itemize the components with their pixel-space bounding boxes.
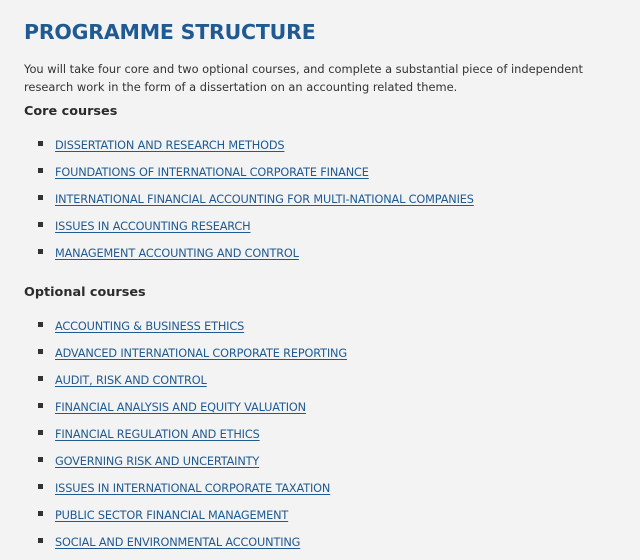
bullet-icon [38,457,43,462]
core-course-link[interactable]: MANAGEMENT ACCOUNTING AND CONTROL [55,247,299,260]
bullet-icon [38,195,43,200]
list-item [24,315,347,342]
optional-course-link[interactable]: ADVANCED INTERNATIONAL CORPORATE REPORTING [55,347,347,360]
list-item [24,342,347,369]
bullet-icon [38,376,43,381]
optional-course-link[interactable]: FINANCIAL REGULATION AND ETHICS [55,428,260,441]
list-item [24,450,347,477]
optional-course-link[interactable]: AUDIT, RISK AND CONTROL [55,374,207,387]
core-course-link[interactable]: ISSUES IN ACCOUNTING RESEARCH [55,220,251,233]
core-course-link[interactable]: INTERNATIONAL FINANCIAL ACCOUNTING FOR MULTI-NATIONAL COMPANIES [55,193,474,206]
optional-course-link[interactable]: ACCOUNTING & BUSINESS ETHICS [55,320,245,333]
optional-courses-heading: Optional courses [24,285,146,300]
bullet-icon [38,430,43,435]
intro-paragraph: You will take four core and two optional courses, and complete a substantial piece of independent research work in the form of a dissertation on an accounting related theme. [24,62,583,94]
core-course-link[interactable]: FOUNDATIONS OF INTERNATIONAL CORPORATE FINANCE [55,166,369,179]
bullet-icon [38,484,43,489]
list-item [24,161,474,188]
list-item [24,504,347,531]
list-item [24,188,474,215]
list-item [24,423,347,450]
list-item [24,477,347,504]
core-courses-heading: Core courses [24,104,118,119]
core-courses-list [24,134,474,269]
bullet-icon [38,403,43,408]
list-item [24,242,474,269]
bullet-icon [38,511,43,516]
bullet-icon [38,249,43,254]
page-title: PROGRAMME STRUCTURE [24,20,316,44]
optional-course-link[interactable]: SOCIAL AND ENVIRONMENTAL ACCOUNTING [55,536,301,549]
bullet-icon [38,322,43,327]
bullet-icon [38,538,43,543]
list-item [24,134,474,161]
optional-course-link[interactable]: ISSUES IN INTERNATIONAL CORPORATE TAXATION [55,482,331,495]
core-course-link[interactable]: DISSERTATION AND RESEARCH METHODS [55,139,285,152]
list-item [24,396,347,423]
bullet-icon [38,141,43,146]
bullet-icon [38,349,43,354]
bullet-icon [38,222,43,227]
optional-courses-list [24,315,347,558]
list-item [24,531,347,558]
list-item [24,215,474,242]
bullet-icon [38,168,43,173]
optional-course-link[interactable]: FINANCIAL ANALYSIS AND EQUITY VALUATION [55,401,306,414]
optional-course-link[interactable]: PUBLIC SECTOR FINANCIAL MANAGEMENT [55,509,289,522]
list-item [24,369,347,396]
optional-course-link[interactable]: GOVERNING RISK AND UNCERTAINTY [55,455,260,468]
